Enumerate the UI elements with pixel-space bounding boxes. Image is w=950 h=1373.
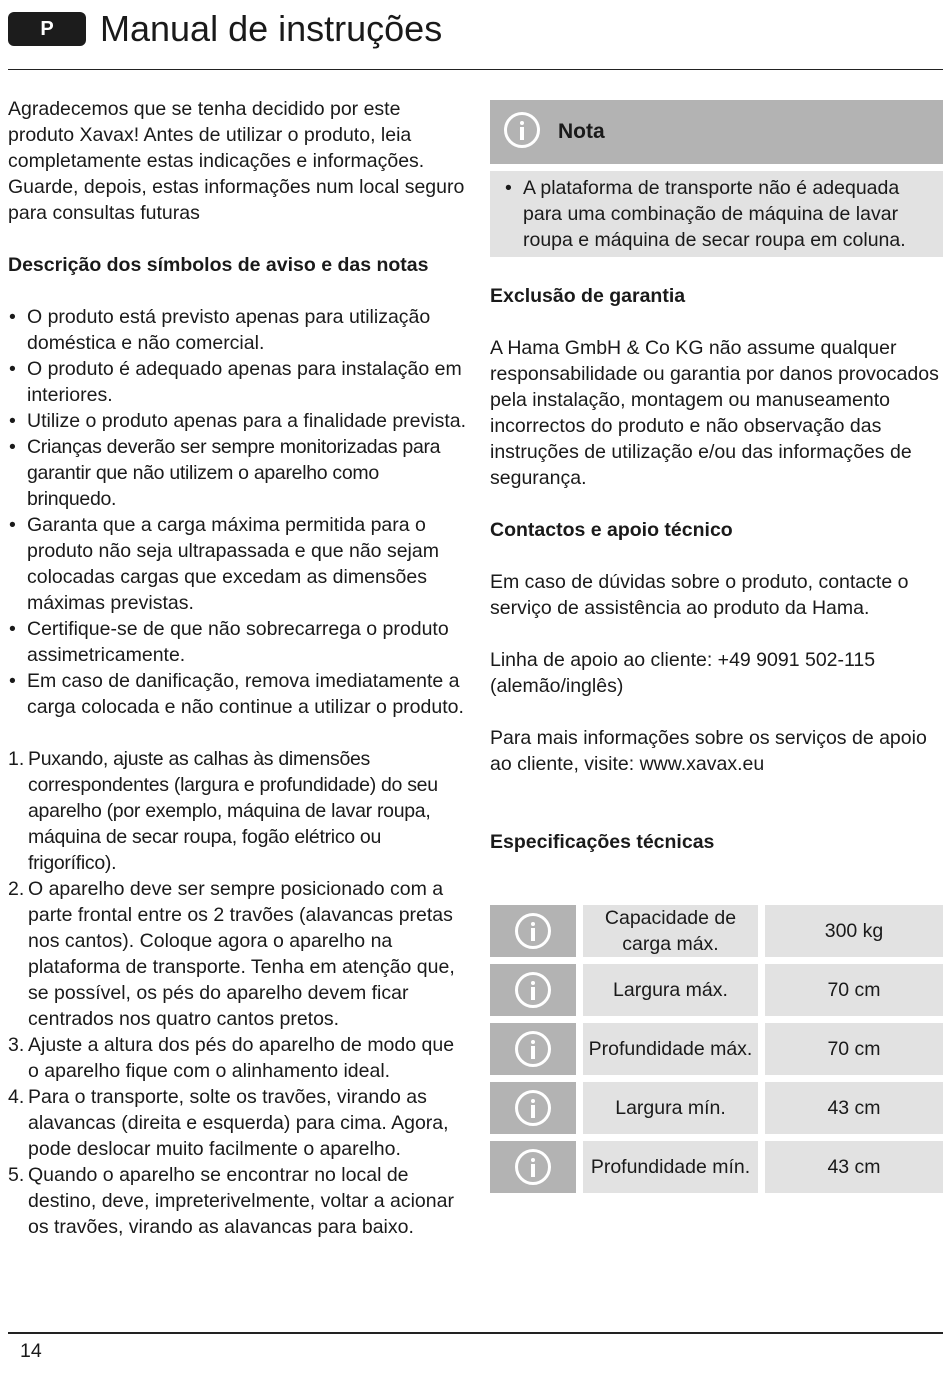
right-column xyxy=(490,100,945,881)
spec-value: 300 kg xyxy=(765,905,943,957)
step-text: Para o transporte, solte os travões, virando as alavancas (direita e esquerda) para cima. Agora, pode deslocar muito facilmente o aparelho. xyxy=(28,1086,449,1160)
contacts-text: Em caso de dúvidas sobre o produto, contacte o serviço de assistência ao produto da Hama. xyxy=(490,571,909,619)
info-icon xyxy=(515,972,551,1008)
list-item xyxy=(8,1032,468,1084)
table-row xyxy=(490,1082,943,1134)
list-item xyxy=(8,1084,468,1162)
spec-label: Capacidade de carga máx. xyxy=(583,905,758,957)
spec-label: Profundidade mín. xyxy=(583,1141,758,1193)
step-number: 1. xyxy=(8,748,25,770)
instruction-steps xyxy=(8,746,468,1240)
note-title: Nota xyxy=(558,120,605,143)
safety-bullet-list xyxy=(8,304,468,720)
table-row xyxy=(490,1023,943,1075)
step-text: Puxando, ajuste as calhas às dimensões correspondentes (largura e profundidade) do seu aparelho (por exemplo, máquina de lavar roupa, máquina de secar roupa, fogão elétrico ou frigorífico). xyxy=(28,748,438,874)
list-item xyxy=(8,746,468,876)
list-item: • Utilize o produto apenas para a finalidade prevista. xyxy=(8,408,468,434)
list-item: • O produto está previsto apenas para utilização doméstica e não comercial. xyxy=(8,304,468,356)
intro-paragraph: Agradecemos que se tenha decidido por este produto Xavax! Antes de utilizar o produto, leia completamente estas indicações e informações. Guarde, depois, estas informações num local seguro para consultas futuras xyxy=(8,98,465,224)
info-icon xyxy=(515,1149,551,1185)
list-item: • Em caso de danificação, remova imediatamente a carga colocada e não continue a utilizar o produto. xyxy=(8,668,468,720)
page-header xyxy=(8,10,943,70)
spec-label: Largura mín. xyxy=(583,1082,758,1134)
spec-label: Profundidade máx. xyxy=(583,1023,758,1075)
page-title: Manual de instruções xyxy=(100,8,443,49)
note-box xyxy=(490,100,943,257)
specs-heading: Especificações técnicas xyxy=(490,831,715,853)
list-item xyxy=(8,1162,468,1240)
symbols-heading: Descrição dos símbolos de aviso e das notas xyxy=(8,254,429,276)
warranty-heading: Exclusão de garantia xyxy=(490,285,686,307)
spec-label: Largura máx. xyxy=(583,964,758,1016)
specs-table xyxy=(490,905,943,1200)
page-number: 14 xyxy=(20,1340,42,1362)
spec-value: 43 cm xyxy=(765,1141,943,1193)
table-row xyxy=(490,905,943,957)
step-text: O aparelho deve ser sempre posicionado com a parte frontal entre os 2 travões (alavancas pretas nos cantos). Coloque agora o aparelho na plataforma de transporte. Tenha em atenção que, se possível, os pés do aparelho devem ficar centrados nos quatro cantos pretos. xyxy=(28,878,455,1030)
info-icon xyxy=(515,1090,551,1126)
list-item: • Certifique-se de que não sobrecarrega o produto assimetricamente. xyxy=(8,616,468,668)
info-icon xyxy=(515,913,551,949)
step-number: 2. xyxy=(8,878,25,900)
list-item: • O produto é adequado apenas para instalação em interiores. xyxy=(8,356,468,408)
step-text: Ajuste a altura dos pés do aparelho de modo que o aparelho fique com o alinhamento ideal. xyxy=(28,1034,455,1082)
hotline-text: Linha de apoio ao cliente: +49 9091 502-115 (alemão/inglês) xyxy=(490,649,876,697)
table-row xyxy=(490,964,943,1016)
info-icon xyxy=(515,1031,551,1067)
list-item: • Garanta que a carga máxima permitida para o produto não seja ultrapassada e que não sejam colocadas cargas que excedam as dimensões máximas previstas. xyxy=(8,512,468,616)
table-row xyxy=(490,1141,943,1193)
header-divider xyxy=(8,69,943,70)
list-item: • A plataforma de transporte não é adequada para uma combinação de máquina de lavar roupa e máquina de secar roupa em coluna. xyxy=(504,175,933,253)
contacts-heading: Contactos e apoio técnico xyxy=(490,519,733,541)
step-number: 4. xyxy=(8,1086,25,1108)
language-badge: P xyxy=(8,12,86,46)
step-text: Quando o aparelho se encontrar no local de destino, deve, impreterivelmente, voltar a acionar os travões, virando as alavancas para baixo. xyxy=(28,1164,454,1238)
step-number: 3. xyxy=(8,1034,25,1056)
more-info-text: Para mais informações sobre os serviços de apoio ao cliente, visite: www.xavax.eu xyxy=(490,727,927,775)
list-item xyxy=(8,876,468,1032)
footer-divider xyxy=(8,1332,943,1334)
note-header xyxy=(490,100,943,164)
spec-value: 43 cm xyxy=(765,1082,943,1134)
step-number: 5. xyxy=(8,1164,25,1186)
info-icon xyxy=(504,112,540,148)
left-column xyxy=(8,96,468,1240)
spec-value: 70 cm xyxy=(765,1023,943,1075)
note-bullet-list xyxy=(504,175,933,253)
list-item: • Crianças deverão ser sempre monitorizadas para garantir que não utilizem o aparelho como brinquedo. xyxy=(8,434,468,512)
warranty-text: A Hama GmbH & Co KG não assume qualquer responsabilidade ou garantia por danos provocados pela instalação, montagem ou manuseamento incorrectos do produto e não observação das instruções de utilização e/ou das informações de segurança. xyxy=(490,337,939,489)
note-body xyxy=(490,171,943,257)
spec-value: 70 cm xyxy=(765,964,943,1016)
